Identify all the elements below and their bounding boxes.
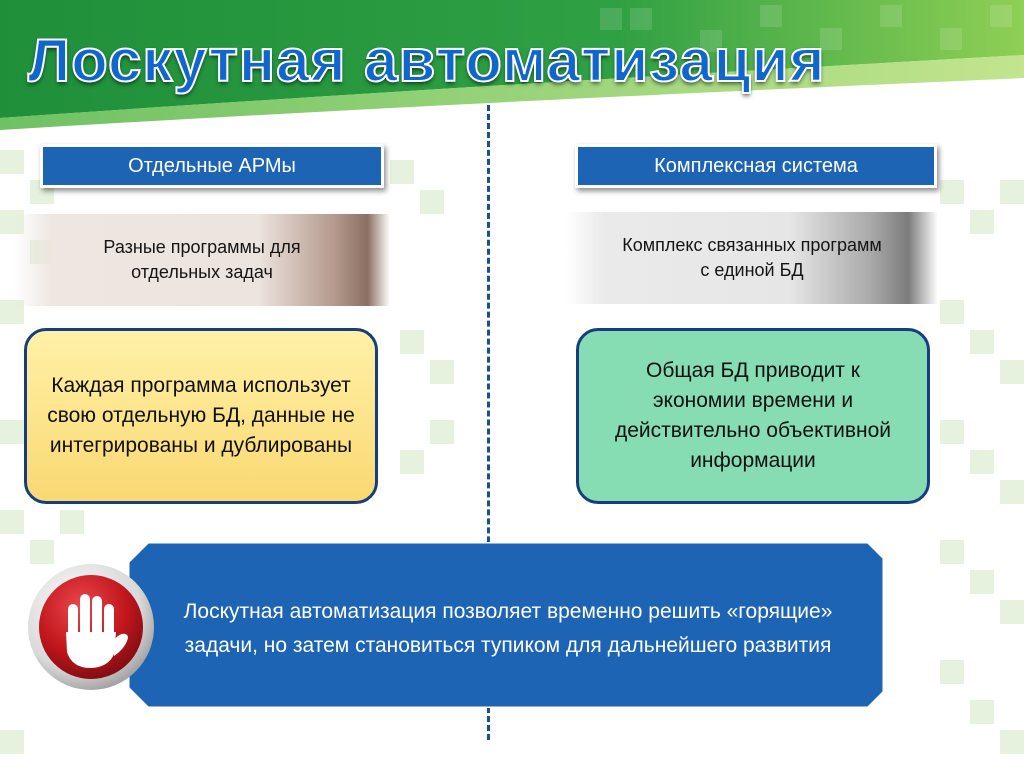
right-description-band	[566, 212, 938, 304]
conclusion-text: Лоскутная автоматизация позволяет временно решить «горящие» задачи, но затем становиться тупиком для дальнейшего развития	[183, 600, 833, 657]
left-description-band	[14, 214, 390, 306]
left-header-tag: Отдельные АРМы	[40, 144, 384, 188]
left-info-card: Каждая программа использует свою отдельную БД, данные не интегрированы и дублированы	[24, 328, 378, 504]
stop-hand-icon	[26, 562, 156, 692]
right-info-card: Общая БД приводит к экономии времени и действительно объективной информации	[576, 328, 930, 504]
page-title: Лоскутная автоматизация	[28, 27, 826, 94]
right-header-tag: Комплексная система	[575, 144, 937, 188]
left-description-text: Разные программы для отдельных задач	[103, 237, 301, 282]
right-description-text: Комплекс связанных программ с единой БД	[622, 235, 882, 280]
